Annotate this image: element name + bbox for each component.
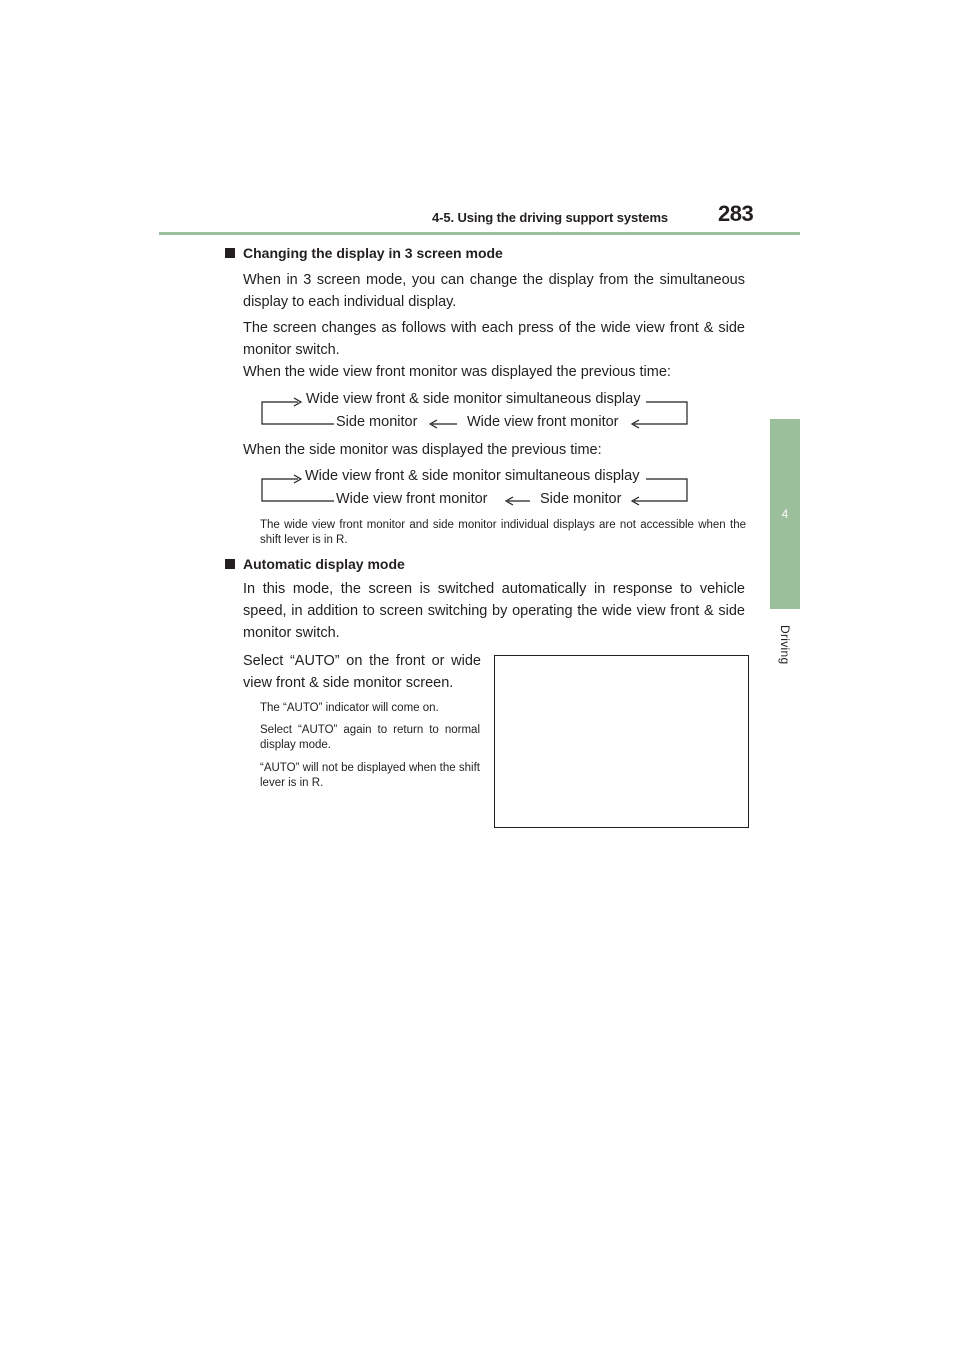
chapter-tab-number: 4 bbox=[781, 507, 789, 521]
flow2-top-step: Wide view front & side monitor simultaneous display bbox=[305, 468, 640, 484]
note-shift-lever: The wide view front monitor and side monitor individual displays are not accessible when the shift lever is in R. bbox=[260, 519, 746, 546]
section-heading-text: Changing the display in 3 screen mode bbox=[243, 245, 503, 261]
illustration-placeholder bbox=[494, 655, 749, 828]
chapter-tab-label: Driving bbox=[778, 625, 792, 665]
flow1-top-step: Wide view front & side monitor simultaneous display bbox=[306, 391, 641, 407]
paragraph: In this mode, the screen is switched automatically in response to vehicle speed, in addition to screen switching by operating the wide view front & side monitor switch. bbox=[243, 581, 745, 641]
page-number: 283 bbox=[718, 201, 754, 226]
paragraph: The screen changes as follows with each press of the wide view front & side monitor switch. bbox=[243, 320, 745, 358]
square-bullet-icon bbox=[225, 559, 235, 569]
flow1-bottom-left-step: Side monitor bbox=[336, 414, 418, 430]
note-auto-shift-lever: “AUTO” will not be displayed when the shift lever is in R. bbox=[260, 762, 480, 789]
paragraph: When in 3 screen mode, you can change the display from the simultaneous display to each individual display. bbox=[243, 272, 745, 310]
section-heading-automatic-mode bbox=[225, 556, 405, 572]
paragraph: When the wide view front monitor was displayed the previous time: bbox=[243, 364, 671, 380]
note-auto-return: Select “AUTO” again to return to normal display mode. bbox=[260, 724, 480, 751]
note-auto-indicator: The “AUTO” indicator will come on. bbox=[260, 702, 439, 714]
flow1-bottom-right-step: Wide view front monitor bbox=[467, 414, 619, 430]
section-heading-text: Automatic display mode bbox=[243, 556, 405, 572]
paragraph: When the side monitor was displayed the previous time: bbox=[243, 442, 602, 458]
paragraph: Select “AUTO” on the front or wide view front & side monitor screen. bbox=[243, 653, 481, 691]
flow2-bottom-right-step: Side monitor bbox=[540, 491, 622, 507]
header-section-title: 4-5. Using the driving support systems bbox=[432, 210, 669, 225]
flow2-bottom-left-step: Wide view front monitor bbox=[336, 491, 488, 507]
